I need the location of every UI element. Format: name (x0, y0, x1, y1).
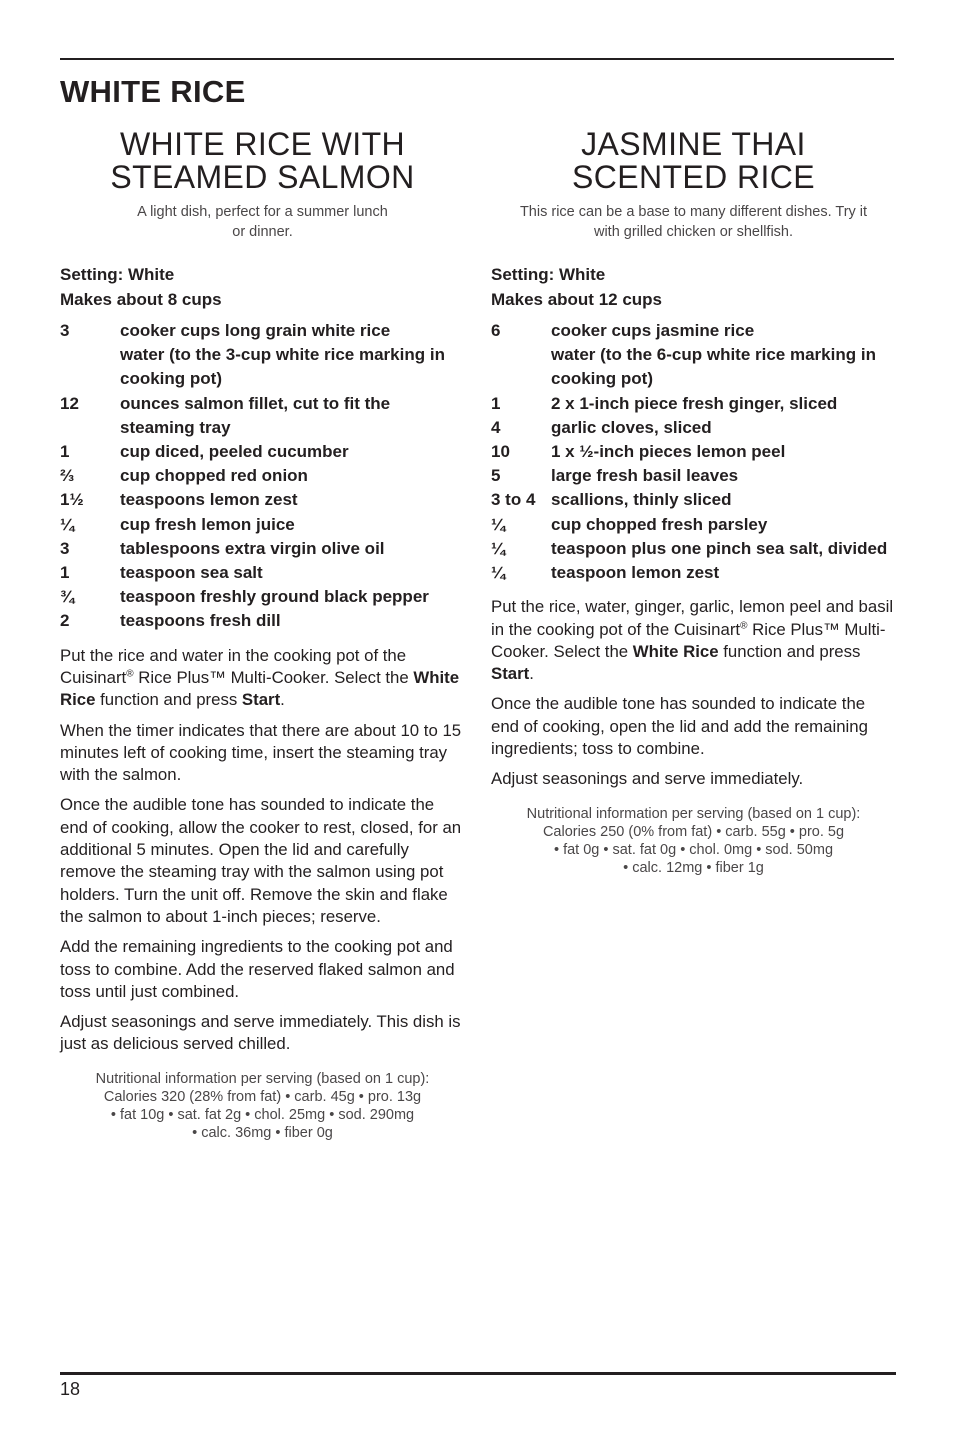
ingredient-qty (491, 343, 551, 391)
recipe-setting: Setting: White (60, 265, 175, 284)
ingredient-row (491, 392, 896, 416)
ingredient-qty: ¾ (60, 587, 75, 607)
ingredient-row (60, 440, 465, 464)
ingredient-text: ounces salmon fillet, cut to fit the steaming tray (120, 393, 391, 437)
ingredient-row (491, 464, 896, 488)
ingredient-text: tablespoons extra virgin olive oil (120, 538, 385, 558)
ingredient-qty: ¼ (491, 563, 506, 583)
ingredient-text: water (to the 3-cup white rice marking in cooking pot) (120, 345, 445, 389)
instruction-paragraph: When the timer indicates that there are about 10 to 15 minutes left of cooking time, insert the steaming tray with the salmon. (60, 720, 462, 785)
instruction-paragraph: Adjust seasonings and serve immediately. This dish is just as delicious served chilled. (60, 1012, 461, 1054)
ingredient-text: teaspoon freshly ground black pepper (120, 587, 429, 607)
ingredient-row (491, 440, 896, 464)
ingredient-row (60, 343, 465, 391)
ingredient-text: teaspoons fresh dill (120, 611, 281, 631)
ingredient-text: cup chopped red onion (120, 466, 308, 486)
ingredient-row (60, 609, 465, 633)
ingredient-row (491, 343, 896, 391)
nutrition-info: Nutritional information per serving (based on 1 cup): Calories 250 (0% from fat) • carb. 55g • pro. 5g • fat 0g • sat. fat 0g • chol. 0mg • sod. 50mg • calc. 12mg • fiber 1g (526, 805, 861, 876)
section-title: WHITE RICE (60, 74, 246, 109)
ingredient-text: 2 x 1-inch piece fresh ginger, sliced (551, 393, 838, 413)
recipe-meta (491, 262, 896, 312)
ingredient-row (491, 513, 896, 537)
ingredient-row (60, 319, 465, 343)
bottom-rule (60, 1372, 896, 1375)
ingredient-text: cooker cups long grain white rice (120, 321, 391, 340)
recipe-yield: Makes about 12 cups (491, 290, 663, 309)
ingredient-row (60, 561, 465, 585)
top-rule (60, 58, 894, 60)
instruction-paragraph: Put the rice and water in the cooking pot of the Cuisinart® Rice Plus™ Multi-Cooker. Select the White Rice function and press Start. (60, 645, 460, 710)
ingredient-row (60, 488, 465, 512)
ingredient-row (491, 537, 896, 561)
ingredient-qty: ¼ (491, 514, 506, 534)
ingredient-qty: 4 (491, 417, 501, 437)
recipe-setting: Setting: White (491, 265, 606, 284)
ingredient-text: cup chopped fresh parsley (551, 514, 768, 534)
instruction-paragraph: Put the rice, water, ginger, garlic, lemon peel and basil in the cooking pot of the Cuisinart® Rice Plus™ Multi-Cooker. Select the White Rice function and press Start. (491, 597, 894, 684)
ingredient-qty: 10 (491, 442, 510, 462)
ingredient-qty: 6 (491, 321, 501, 340)
recipe-meta (60, 262, 465, 312)
ingredient-row (491, 416, 896, 440)
instruction-paragraph: Once the audible tone has sounded to indicate the end of cooking, open the lid and add the remaining ingredients; toss to combine. (491, 694, 868, 759)
ingredient-text: water (to the 6-cup white rice marking in cooking pot) (551, 345, 876, 389)
instruction-paragraph: Add the remaining ingredients to the cooking pot and toss to combine. Add the reserved flaked salmon and toss until just combined. (60, 937, 455, 1001)
ingredient-text: large fresh basil leaves (551, 466, 739, 486)
recipe-title: WHITE RICE WITH STEAMED SALMON (110, 126, 415, 195)
ingredient-qty: 1 (491, 393, 501, 413)
ingredient-text: cup diced, peeled cucumber (120, 442, 349, 462)
ingredient-row (60, 513, 465, 537)
ingredient-text: cooker cups jasmine rice (551, 321, 755, 340)
ingredient-text: cup fresh lemon juice (120, 514, 295, 534)
ingredient-text: teaspoon lemon zest (551, 563, 720, 583)
ingredient-list (491, 319, 896, 585)
ingredient-text: scallions, thinly sliced (551, 490, 732, 510)
ingredient-text: garlic cloves, sliced (551, 417, 712, 437)
ingredient-qty: 1 (60, 442, 70, 462)
ingredient-row (491, 319, 896, 343)
recipe-intro: This rice can be a base to many different dishes. Try it with grilled chicken or shellfish. (519, 204, 868, 240)
ingredient-text: 1 x ½-inch pieces lemon peel (551, 442, 786, 462)
recipe-title: JASMINE THAI SCENTED RICE (571, 126, 816, 195)
recipe-jasmine (491, 128, 896, 877)
ingredient-qty: 5 (491, 466, 501, 486)
ingredient-qty (60, 343, 120, 391)
nutrition-info: Nutritional information per serving (based on 1 cup): Calories 320 (28% from fat) • carb. 45g • pro. 13g • fat 10g • sat. fat 2g • chol. 25mg • sod. 290mg • calc. 36mg • fiber 0g (95, 1070, 430, 1141)
ingredient-qty: 1½ (60, 490, 84, 510)
ingredient-qty: 3 to 4 (491, 490, 536, 510)
ingredient-text: teaspoons lemon zest (120, 490, 298, 510)
ingredient-qty: 2 (60, 611, 70, 631)
ingredient-text: teaspoon sea salt (120, 563, 263, 583)
ingredient-qty: 1 (60, 563, 70, 583)
ingredient-qty: ⅔ (60, 466, 75, 486)
ingredient-qty: ¼ (491, 538, 506, 558)
ingredient-row (60, 585, 465, 609)
ingredient-row (60, 392, 465, 440)
ingredient-row (60, 537, 465, 561)
ingredient-row (491, 561, 896, 585)
ingredient-qty: ¼ (60, 514, 75, 534)
instruction-paragraph: Adjust seasonings and serve immediately. (491, 769, 804, 789)
ingredient-qty: 3 (60, 321, 70, 340)
recipe-salmon (60, 128, 465, 1142)
recipe-yield: Makes about 8 cups (60, 290, 222, 309)
ingredient-list (60, 319, 465, 634)
recipe-intro: A light dish, perfect for a summer lunch or dinner. (137, 204, 388, 240)
ingredient-row (60, 464, 465, 488)
ingredient-qty: 12 (60, 393, 79, 413)
ingredient-row (491, 488, 896, 512)
ingredient-text: teaspoon plus one pinch sea salt, divided (551, 538, 888, 558)
instruction-paragraph: Once the audible tone has sounded to indicate the end of cooking, allow the cooker to rest, closed, for an additional 5 minutes. Open the lid and carefully remove the steaming tray with the salmon using pot holders. Turn the unit off. Remove the skin and flake the salmon to about 1-inch pieces; reserve. (60, 795, 462, 926)
ingredient-qty: 3 (60, 538, 70, 558)
page-number: 18 (60, 1379, 81, 1399)
